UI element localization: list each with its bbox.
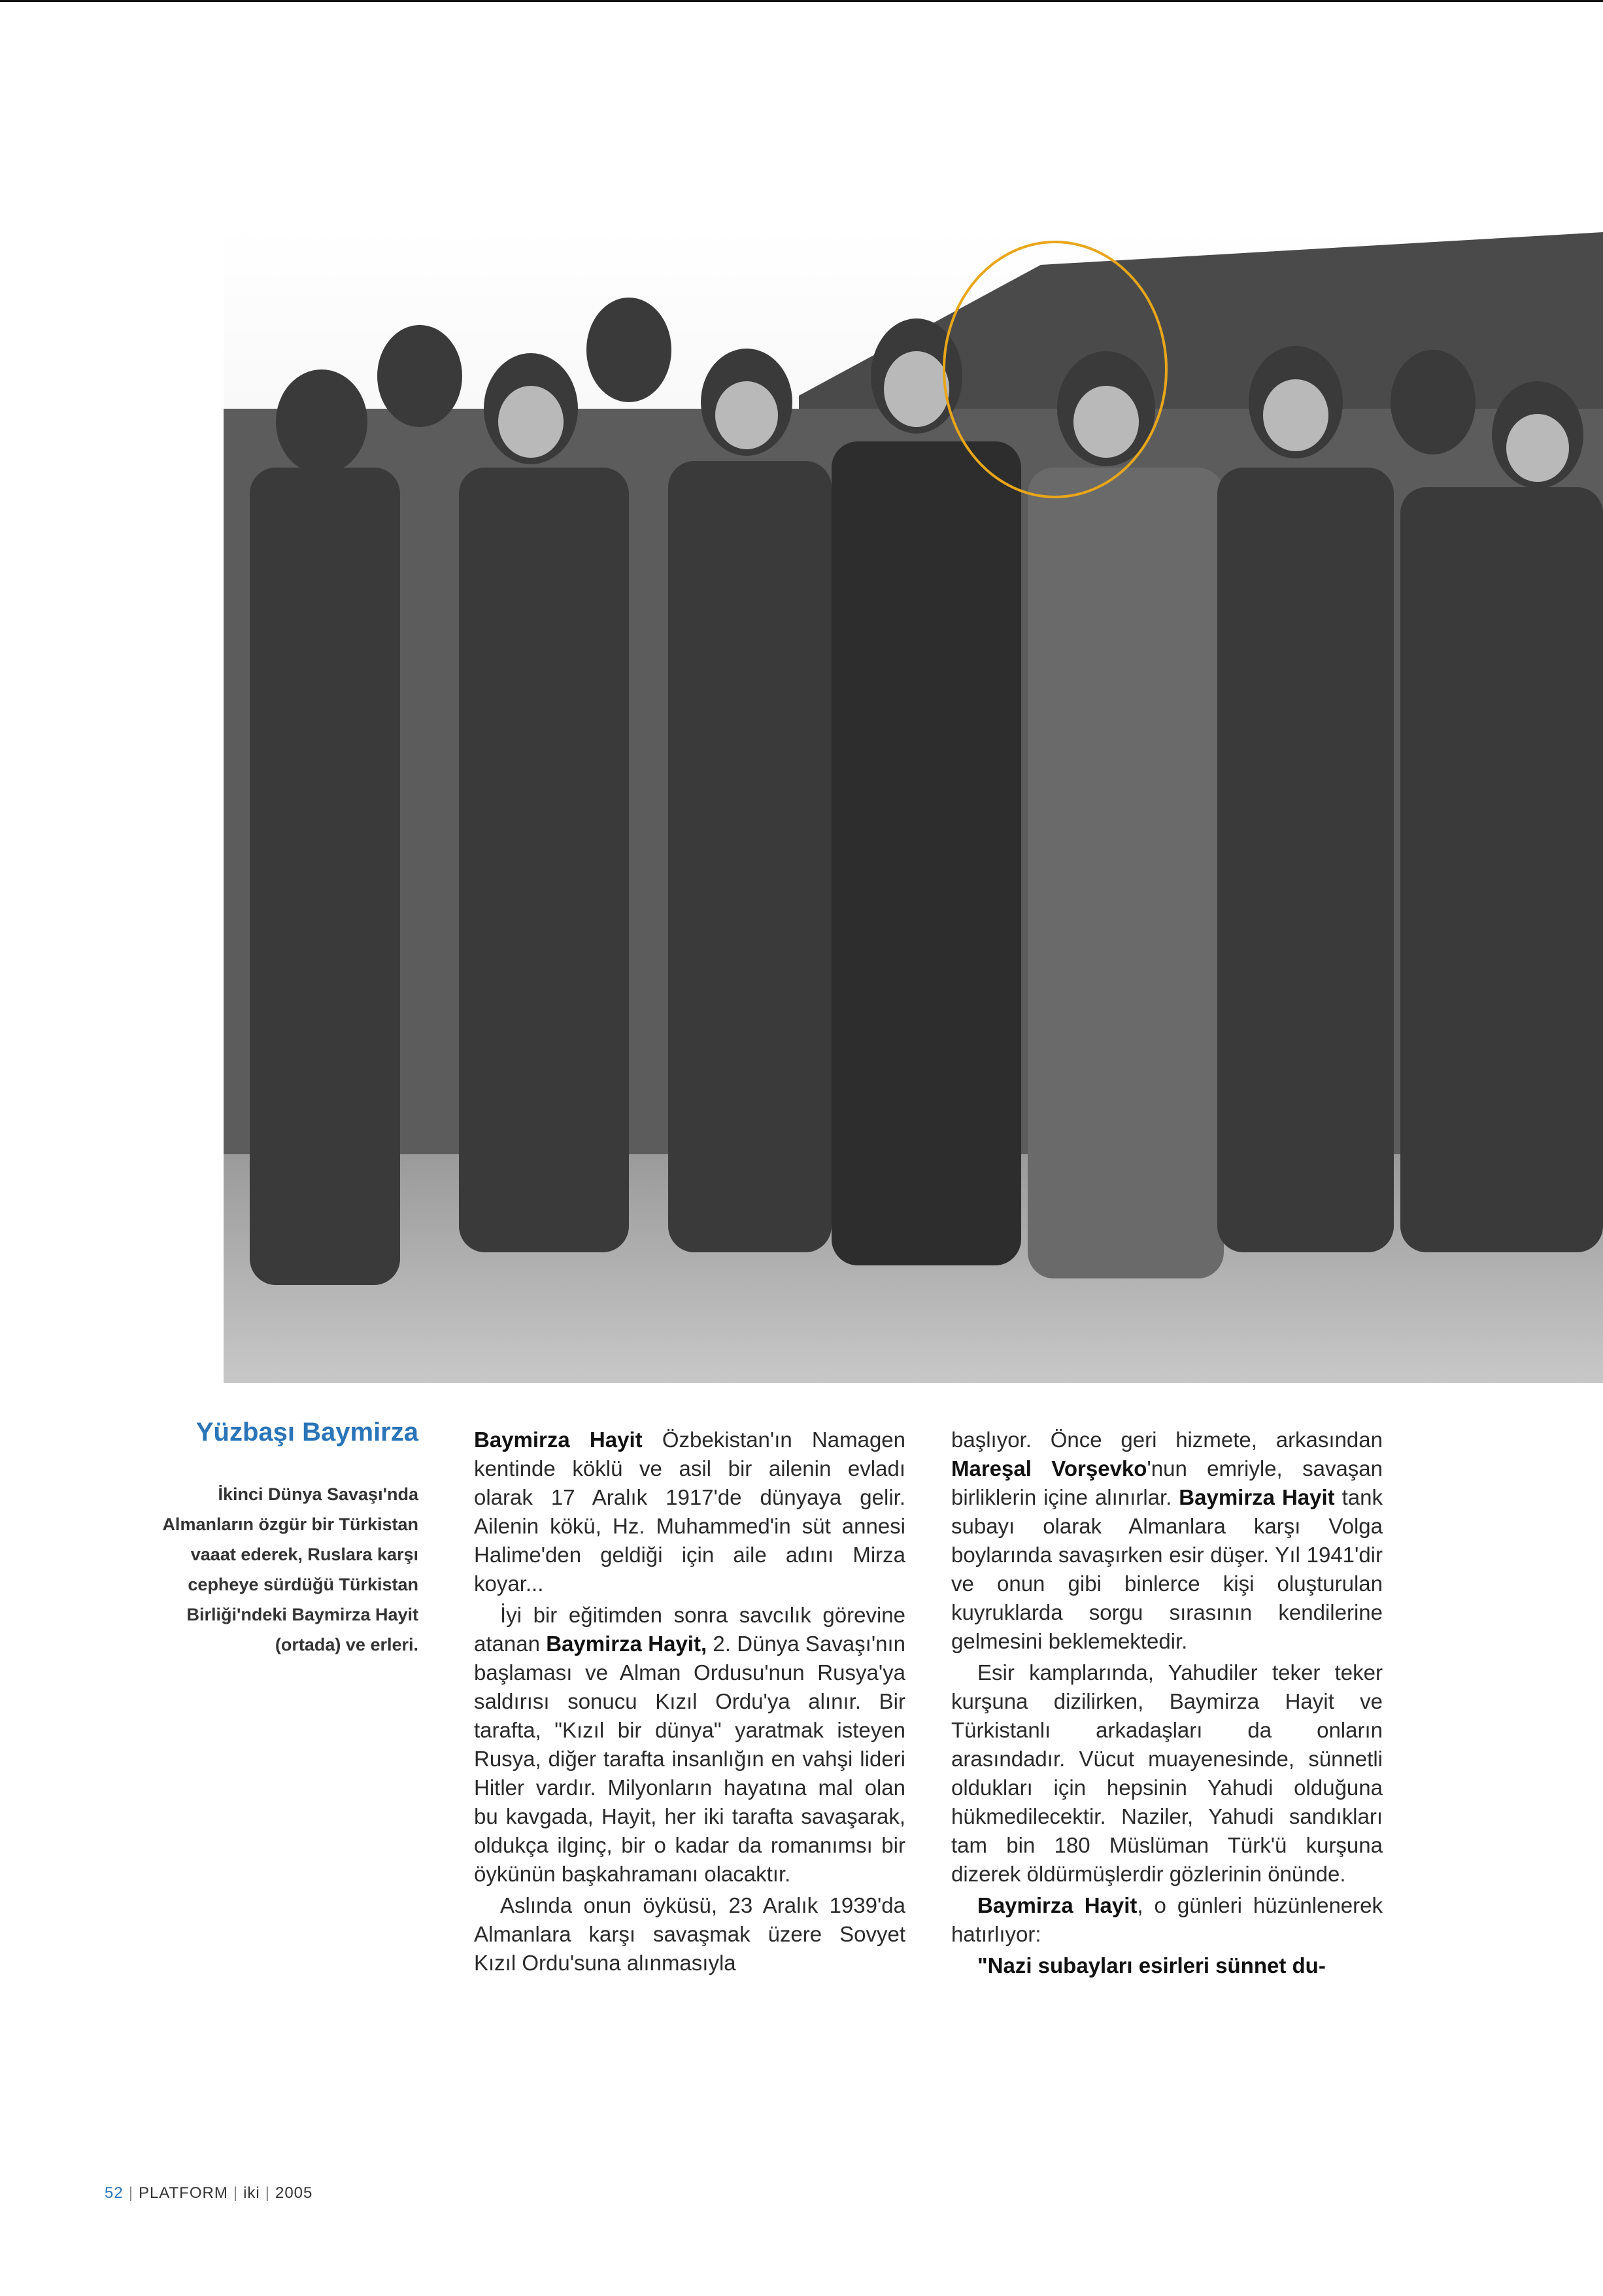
caption-title: Yüzbaşı Baymirza [195,1418,418,1447]
article-column-1 [474,1426,905,1980]
bold-name: Baymirza Hayit, [546,1632,707,1656]
separator: | [128,2184,133,2202]
separator: | [265,2184,270,2202]
group-photo [224,226,1603,1383]
bold-name: Baymirza Hayit [1179,1485,1335,1509]
paragraph [951,1891,1383,1949]
bold-name: Mareşal Vorşevko [951,1456,1147,1481]
paragraph [951,1658,1383,1889]
paragraph-text: Esir kamplarında, Yahudiler teker teker kurşuna dizilirken, Baymirza Hayit ve Türkistanlı arkadaşları da onların arasındadır. Vücut muayenesinde, sünnetli oldukları için hepsinin Yahudi olduğuna hükmedilecektir. Naziler, Yahudi sandıkları tam bin 180 Müslüman Türk'ü kurşuna dizerek öldürmüşlerdir gözlerinin önünde. [951,1660,1383,1886]
paragraph-text: Özbekistan'ın Namagen kentinde köklü ve asil bir ailenin evladı olarak 17 Aralık 1917'de dünyaya gelir. Ailenin kökü, Hz. Muhammed'in süt annesi Halime'den geldiği için aile adını Mirza koyar... [474,1428,906,1596]
paragraph-text: İyi bir eğitimden sonra savcılık görevine atanan [474,1603,905,1656]
caption-text: İkinci Dünya Savaşı'nda Almanların özgür bir Türkistan vaaat ederek, Ruslara karşı cepheye sürdüğü Türkistan Birliği'ndeki Baymirza Hayit (ortada) ve erleri. [162,1484,418,1654]
paragraph [951,1951,1383,1980]
top-rule [0,0,1603,2]
paragraph [474,1891,905,1978]
paragraph [474,1601,905,1889]
paragraph-text: , o günleri hüzünlenerek hatırlıyor: [951,1893,1383,1946]
year: 2005 [275,2184,313,2202]
page-number: 52 [105,2184,124,2202]
group-photo-illustration [224,226,1603,1383]
page-folio [105,2184,312,2202]
issue: iki [243,2184,260,2202]
bold-name: Baymirza Hayit [977,1893,1138,1917]
paragraph-text: başlıyor. Önce geri hizmete, arkasından [951,1428,1383,1452]
magazine-name: PLATFORM [138,2184,228,2202]
paragraph-text: Aslında onun öyküsü, 23 Aralık 1939'da Almanlara karşı savaşmak üzere Sovyet Kızıl Ordu'suna alınmasıyla [474,1893,905,1975]
paragraph-text: tank subayı olarak Almanlara karşı Volga boylarında savaşırken esir düşer. Yıl 1941'dir ve onun gibi binlerce kişi oluşturulan kuyruklarda sorgu sırasının kendilerine gelmesini beklemektedir. [951,1485,1383,1653]
paragraph [951,1426,1383,1656]
quote-start: "Nazi subayları esirleri sünnet du- [977,1953,1326,1978]
paragraph-text: 'nun emriyle, savaşan birliklerin içine alınırlar. [951,1456,1383,1509]
paragraph-text: 2. Dünya Savaşı'nın başlaması ve Alman Ordusu'nun Rusya'ya saldırısı sonucu Kızıl Ordu'ya alınır. Bir tarafta, "Kızıl bir dünya" yaratmak isteyen Rusya, diğer tarafta insanlığın en vahşi lideri Hitler vardır. Milyonların hayatına mal olan bu kavgada, Hayit, her iki tarafta savaşarak, oldukça ilginç, bir o kadar da romanımsı bir öykünün başkahramanı olacaktır. [474,1632,905,1886]
separator: | [233,2184,239,2202]
paragraph [474,1426,905,1598]
bold-name: Baymirza Hayit [474,1428,643,1452]
article-column-2 [951,1426,1383,1983]
